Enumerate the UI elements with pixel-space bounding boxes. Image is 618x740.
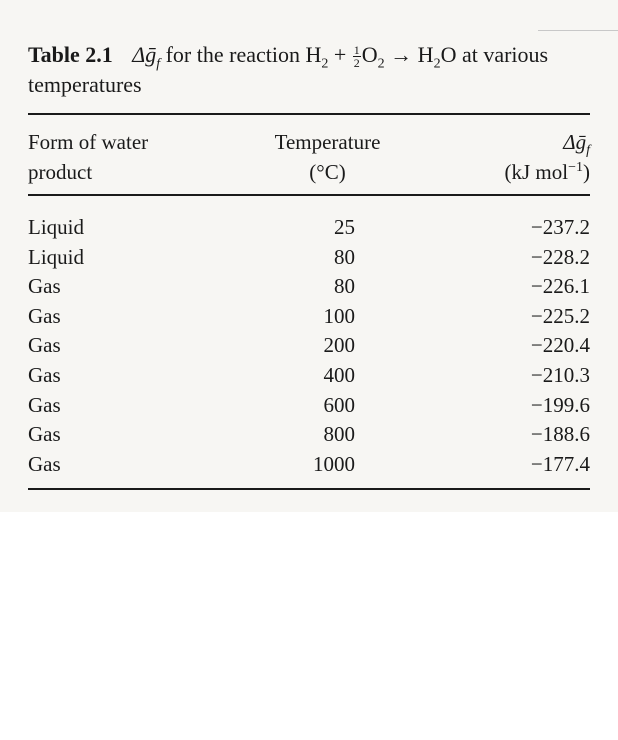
cell-form: Gas: [28, 392, 61, 417]
header-delta-g: [450, 127, 590, 187]
cell-form: Gas: [28, 274, 61, 299]
header-temp-line1: Temperature: [274, 130, 381, 154]
reactant1-subscript: 2: [321, 56, 329, 72]
fraction-numerator: 1: [353, 43, 360, 58]
product-subscript: 2: [433, 56, 441, 72]
cell-form: Liquid: [28, 215, 84, 239]
reactant2-subscript: 2: [377, 56, 385, 72]
cell-delta-g: −237.2: [530, 215, 590, 239]
one-half-fraction: [353, 44, 361, 69]
header-temp-line2: (°C): [309, 160, 346, 184]
bottom-rule: [28, 488, 590, 490]
cell-delta-g: −177.4: [530, 451, 590, 476]
header-dg-unit-exponent: −1: [568, 160, 583, 175]
cell-form: Gas: [28, 333, 61, 358]
header-form-line2: product: [28, 160, 93, 184]
table-caption: [28, 40, 598, 100]
cell-temperature: 800: [323, 422, 355, 447]
caption-text-after: at various temperatures: [28, 42, 549, 97]
header-dg-subscript: f: [586, 143, 590, 159]
cell-form: Gas: [28, 303, 61, 328]
table-row: [28, 243, 590, 273]
reactant-h2: [305, 42, 329, 72]
page-edge-line: [538, 30, 618, 31]
cell-temperature: 25: [334, 215, 355, 239]
reactant1-symbol: H: [305, 42, 322, 67]
caption-text-before: for the reaction: [165, 42, 300, 67]
cell-temperature: 80: [334, 274, 355, 299]
cell-delta-g: −188.6: [530, 422, 590, 447]
cell-temperature: 100: [323, 303, 355, 328]
product-h2o: [417, 42, 457, 72]
cell-temperature: 80: [334, 244, 355, 269]
cell-delta-g: −225.2: [530, 303, 590, 328]
header-rule: [28, 194, 590, 196]
cell-delta-g: −220.4: [530, 333, 590, 358]
caption-quantity-symbol: Δḡ: [132, 42, 157, 67]
cell-form: Liquid: [28, 244, 84, 269]
header-dg-unit-prefix: (kJ mol: [504, 160, 569, 184]
header-temperature: [250, 127, 405, 187]
table-row: [28, 391, 590, 421]
table-row: [28, 450, 590, 480]
table-row: [28, 331, 590, 361]
cell-form: Gas: [28, 422, 61, 447]
table-row: [28, 420, 590, 450]
table-row: [28, 302, 590, 332]
header-dg-unit-suffix: ): [583, 160, 590, 184]
fraction-denominator: 2: [353, 56, 360, 71]
plus-sign: +: [333, 42, 347, 67]
cell-temperature: 200: [323, 333, 355, 358]
cell-delta-g: −226.1: [530, 274, 590, 299]
header-dg-symbol-line: [450, 127, 590, 157]
reaction-arrow: →: [390, 42, 413, 67]
cell-delta-g: −199.6: [530, 392, 590, 417]
header-dg-symbol: Δḡ: [563, 130, 587, 154]
product-h-symbol: H: [417, 42, 434, 67]
table-number: Table 2.1: [28, 42, 113, 67]
header-form-line1: Form of water: [28, 130, 149, 154]
header-dg-unit: [450, 157, 590, 187]
cell-temperature: 400: [323, 362, 355, 387]
cell-form: Gas: [28, 451, 61, 476]
table-row: [28, 272, 590, 302]
caption-quantity-subscript: f: [156, 56, 161, 72]
reactant2-symbol: O: [361, 42, 378, 67]
table-body: [28, 213, 590, 479]
cell-form: Gas: [28, 362, 61, 387]
cell-delta-g: −210.3: [530, 362, 590, 387]
product-o-symbol: O: [440, 42, 457, 67]
reactant-o2: [361, 42, 385, 72]
cell-temperature: 1000: [313, 451, 355, 476]
table-row: [28, 361, 590, 391]
cell-delta-g: −228.2: [530, 244, 590, 269]
table-row: [28, 213, 590, 243]
header-form-of-water: [28, 127, 148, 187]
top-rule: [28, 113, 590, 115]
cell-temperature: 600: [323, 392, 355, 417]
